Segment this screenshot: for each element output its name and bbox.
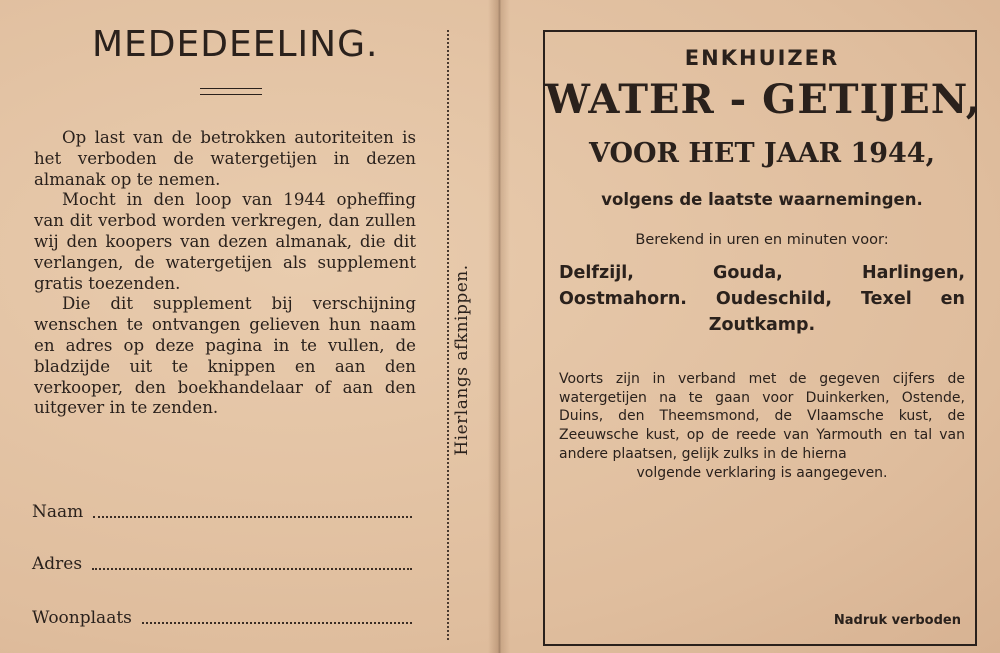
reprint-notice: Nadruk verboden bbox=[833, 613, 961, 628]
headline-water-getijen: WATER - GETIJEN, bbox=[545, 76, 981, 123]
city-label: Woonplaats bbox=[32, 608, 132, 628]
additional-places-text bbox=[559, 370, 965, 482]
city-dotted-line[interactable] bbox=[142, 622, 412, 624]
places-line-3: Zoutkamp. bbox=[708, 315, 816, 335]
book-gutter bbox=[488, 0, 510, 653]
notice-paragraph-3: Die dit supplement bij verschijning wenschen te ontvangen gelieven hun naam en adres op deze pagina in te vullen, de bladzijde uit te knippen en aan den verkooper, den boekhandelaar of aan den uitgever in te zenden. bbox=[34, 294, 416, 418]
city-field[interactable] bbox=[32, 604, 412, 628]
notice-title: MEDEDEELING. bbox=[92, 24, 379, 65]
name-dotted-line[interactable] bbox=[93, 516, 412, 518]
address-field[interactable] bbox=[32, 550, 412, 574]
name-label: Naam bbox=[32, 502, 84, 522]
cut-dotted-line bbox=[447, 30, 449, 640]
tide-title-frame bbox=[543, 30, 981, 646]
body-main: Voorts zijn in verband met de gegeven cijfers de watergetijen na te gaan voor Duinkerken, Ostende, Duins, den Theemsmond, de Vlaamsche kust, de Zeeuwsche kust, op de reede van Yarmouth en tal van andere plaatsen, gelijk zulks in de hierna bbox=[559, 371, 965, 462]
body-last-line: volgende verklaring is aangegeven. bbox=[636, 464, 888, 481]
notice-body bbox=[34, 128, 416, 419]
places-line-2: Oostmahorn. Oudeschild, Texel en bbox=[559, 289, 965, 309]
calc-line: Berekend in uren en minuten voor: bbox=[635, 232, 889, 248]
cut-instruction: Hierlangs afknippen. bbox=[452, 264, 472, 456]
kicker-enkhuizer: ENKHUIZER bbox=[684, 46, 840, 70]
address-label: Adres bbox=[32, 554, 83, 574]
notice-paragraph-2: Mocht in den loop van 1944 opheffing van dit verbod worden verkregen, dan zullen wij den koopers van dezen almanak, die dit verlangen, de watergetijen als supplement gratis toezenden. bbox=[34, 190, 416, 293]
title-double-rule bbox=[200, 88, 262, 95]
places-line-1: Delfzijl, Gouda, Harlingen, bbox=[559, 263, 965, 283]
address-dotted-line[interactable] bbox=[92, 568, 412, 570]
name-field[interactable] bbox=[32, 498, 412, 522]
subtitle: volgens de laatste waarnemingen. bbox=[601, 190, 923, 209]
places-block bbox=[559, 260, 965, 338]
notice-paragraph-1: Op last van de betrokken autoriteiten is het verboden de watergetijen in dezen almanak op te nemen. bbox=[34, 128, 416, 189]
year-line: VOOR HET JAAR 1944, bbox=[589, 138, 935, 169]
